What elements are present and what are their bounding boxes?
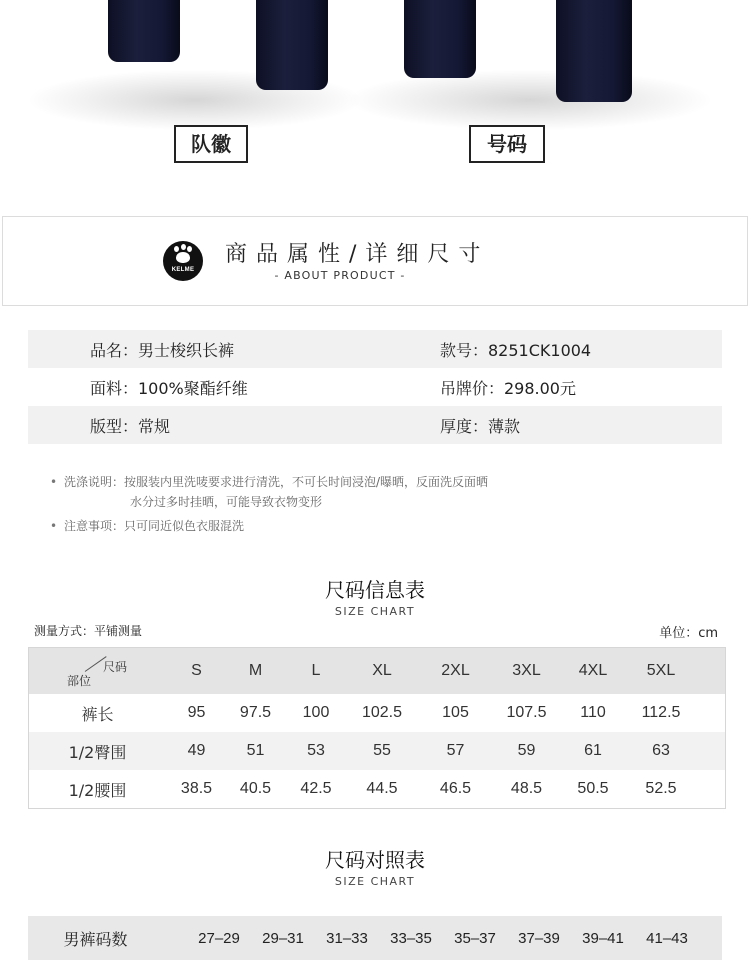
size-compare-subtitle: SIZE CHART (334, 875, 416, 888)
attribute-tag-price: 吊牌价：298.00元 (440, 378, 576, 398)
size-chart-subtitle: SIZE CHART (334, 605, 416, 618)
about-title: 商品属性/详细尺寸 (225, 242, 490, 267)
size-value-cell: 95 (187, 704, 206, 721)
pants-leg-3 (404, 0, 476, 78)
compare-value-cell: 37–39 (518, 929, 560, 947)
bullet-icon: • (50, 475, 58, 489)
floor-shadow-right (350, 70, 710, 130)
size-value-cell: 42.5 (300, 780, 332, 797)
photo-label-badge: 队徽 (174, 125, 248, 163)
size-header-cell: L (311, 662, 321, 679)
note-wash (50, 472, 488, 492)
size-data-row (29, 694, 725, 732)
size-value-cell: 38.5 (180, 780, 213, 797)
attribute-row (28, 330, 722, 368)
size-value-cell: 46.5 (439, 780, 472, 797)
attribute-row (28, 406, 722, 444)
size-value-cell: 48.5 (510, 780, 543, 797)
row-label: 裤长 (81, 704, 114, 724)
size-data-row (29, 732, 725, 770)
size-value-cell: 44.5 (366, 780, 398, 797)
size-value-cell: 52.5 (645, 780, 677, 797)
size-table (28, 647, 726, 809)
size-compare-heading (0, 844, 750, 888)
about-subtitle: - ABOUT PRODUCT - (274, 269, 406, 282)
compare-value-cell: 27–29 (198, 929, 240, 947)
about-product-header (2, 216, 748, 306)
size-value-cell: 102.5 (361, 704, 403, 721)
size-value-cell: 107.5 (506, 704, 547, 721)
pants-leg-2 (256, 0, 328, 90)
attribute-thickness: 厚度：薄款 (440, 416, 521, 436)
row-label: 1/2臀围 (68, 742, 127, 762)
size-value-cell: 51 (246, 742, 265, 759)
size-compare-title: 尺码对照表 (325, 848, 425, 872)
pants-leg-4 (556, 0, 632, 102)
measure-method: 测量方式：平铺测量 (34, 624, 143, 638)
size-header-row (29, 648, 725, 694)
size-value-cell: 49 (187, 742, 206, 759)
row-label: 1/2腰围 (68, 780, 127, 800)
kelme-paw-logo-icon (163, 241, 203, 281)
care-notes (50, 472, 488, 536)
compare-value-cell: 41–43 (646, 929, 688, 947)
size-chart-title: 尺码信息表 (325, 578, 425, 602)
size-value-cell: 57 (446, 742, 465, 759)
attribute-fabric: 面料：100%聚酯纤维 (90, 378, 248, 398)
size-header-cell: S (191, 662, 202, 679)
size-value-cell: 61 (584, 742, 602, 759)
note-wash-line1: 洗涤说明：按服装内里洗唛要求进行清洗，不可长时间浸泡/曝晒，反面洗反面晒 (64, 475, 489, 489)
size-chart-heading (0, 574, 750, 618)
compare-value-cell: 31–33 (326, 929, 368, 947)
photo-label-number: 号码 (469, 125, 545, 163)
size-value-cell: 100 (302, 704, 330, 721)
size-header-cell: 4XL (578, 662, 608, 679)
size-value-cell: 50.5 (577, 780, 609, 797)
attribute-fit: 版型：常规 (90, 416, 171, 436)
attribute-style-number: 款号：8251CK1004 (440, 340, 592, 360)
note-attention (50, 516, 488, 536)
size-value-cell: 40.5 (239, 780, 272, 797)
pants-leg-1 (108, 0, 180, 62)
attribute-row (28, 368, 722, 406)
size-value-cell: 97.5 (239, 704, 272, 721)
size-value-cell: 105 (442, 704, 469, 721)
size-value-cell: 110 (580, 704, 606, 721)
size-value-cell: 112.5 (641, 704, 681, 721)
corner-part-label: 部位 (67, 674, 92, 688)
size-value-cell: 59 (517, 742, 536, 759)
size-header-cell: 2XL (441, 662, 470, 679)
size-value-cell: 55 (373, 742, 391, 759)
row-label: 男裤码数 (63, 929, 128, 949)
size-header-cell: XL (372, 662, 392, 679)
size-data-row (29, 770, 725, 808)
note-wash-line2: 水分过多时挂晒，可能导致衣物变形 (130, 495, 323, 509)
size-header-cell: 3XL (512, 662, 541, 679)
size-compare-row (28, 916, 722, 960)
compare-value-cell: 33–35 (390, 929, 432, 947)
corner-size-label: 尺码 (103, 660, 128, 674)
note-attention-line1: 注意事项：只可同近似色衣服混洗 (64, 519, 245, 533)
compare-value-cell: 29–31 (262, 929, 304, 947)
size-value-cell: 53 (307, 742, 325, 759)
bullet-icon: • (50, 519, 58, 533)
unit-label: 单位：cm (659, 626, 718, 641)
compare-value-cell: 39–41 (582, 929, 624, 947)
product-photo (0, 0, 750, 200)
attribute-table (28, 330, 722, 444)
size-header-cell: M (248, 662, 263, 679)
size-value-cell: 63 (652, 742, 670, 759)
size-header-cell: 5XL (646, 662, 676, 679)
compare-value-cell: 35–37 (454, 929, 496, 947)
corner-cell (29, 648, 166, 694)
attribute-product-name: 品名：男士梭织长裤 (90, 340, 235, 360)
logo-text: KELME (171, 267, 195, 273)
